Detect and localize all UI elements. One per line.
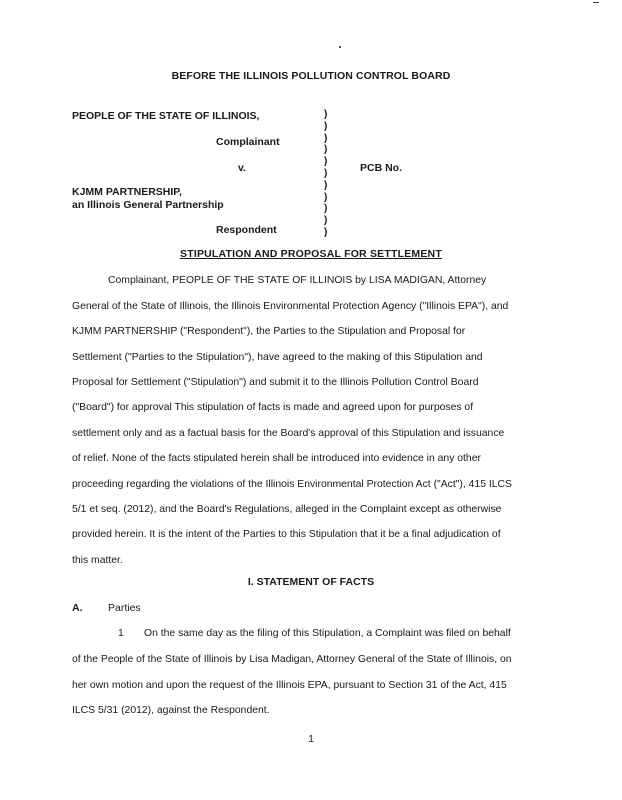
intro-line: this matter. <box>72 555 123 566</box>
intro-line: proceeding regarding the violations of the Illinois Environmental Protection Act ("Act"), 415 ILCS <box>72 479 512 490</box>
caption-paren: ) <box>324 191 328 203</box>
caption-paren: ) <box>324 226 328 238</box>
intro-line: KJMM PARTNERSHIP ("Respondent"), the Parties to the Stipulation and Proposal for <box>72 326 466 337</box>
scan-speck <box>339 46 341 48</box>
intro-line: Settlement ("Parties to the Stipulation"), have agreed to the making of this Stipulation and <box>72 352 483 363</box>
intro-line: Proposal for Settlement ("Stipulation") and submit it to the Illinois Pollution Control Board <box>72 377 479 388</box>
intro-line: of relief. None of the facts stipulated herein shall be introduced into evidence in any other <box>72 453 481 464</box>
intro-line: ("Board") for approval This stipulation of facts is made and agreed upon for purposes of <box>72 402 474 413</box>
intro-line: settlement only and as a factual basis for the Board's approval of this Stipulation and issuance <box>72 428 505 439</box>
document-title: BEFORE THE ILLINOIS POLLUTION CONTROL BOARD <box>171 70 451 82</box>
page-number: 1 <box>308 733 314 745</box>
caption-paren: ) <box>324 156 328 168</box>
subsection-title: Parties <box>108 602 141 614</box>
caption-paren: ) <box>324 179 328 191</box>
scan-mark <box>593 2 599 3</box>
caption-paren: ) <box>324 167 328 179</box>
defendant-description: an Illinois General Partnership <box>72 199 224 211</box>
stipulation-heading: STIPULATION AND PROPOSAL FOR SETTLEMENT <box>180 248 442 260</box>
paragraph-line: of the People of the State of Illinois by Lisa Madigan, Attorney General of the State of Illinois, on <box>72 654 512 665</box>
defendant-role: Respondent <box>216 224 277 236</box>
paragraph-number: 1 <box>118 628 124 639</box>
caption-paren: ) <box>324 109 328 120</box>
paragraph-line: On the same day as the filing of this Stipulation, a Complaint was filed on behalf <box>144 628 511 639</box>
paragraph-line: ILCS 5/31 (2012), against the Respondent. <box>72 705 270 716</box>
case-number-label: PCB No. <box>360 162 402 174</box>
versus-label: v. <box>238 162 246 174</box>
intro-line: 5/1 et seq. (2012), and the Board's Regulations, alleged in the Complaint except as otherwise <box>72 504 502 515</box>
caption-paren: ) <box>324 203 328 215</box>
caption-paren: ) <box>324 132 328 144</box>
intro-line: provided herein. It is the intent of the Parties to this Stipulation that it be a final adjudication of <box>72 529 501 540</box>
section-heading: I. STATEMENT OF FACTS <box>247 576 375 588</box>
paragraph-line: her own motion and upon the request of the Illinois EPA, pursuant to Section 31 of the Act, 415 <box>72 680 507 691</box>
plaintiff-name: PEOPLE OF THE STATE OF ILLINOIS, <box>72 110 260 122</box>
subsection-label: A. <box>72 602 83 614</box>
caption-paren: ) <box>324 144 328 156</box>
caption-parentheses <box>324 109 334 239</box>
plaintiff-role: Complainant <box>216 136 280 148</box>
intro-line: Complainant, PEOPLE OF THE STATE OF ILLINOIS by LISA MADIGAN, Attorney <box>108 275 487 286</box>
caption-paren: ) <box>324 120 328 132</box>
caption-paren: ) <box>324 215 328 227</box>
defendant-name: KJMM PARTNERSHIP, <box>72 186 182 198</box>
intro-line: General of the State of Illinois, the Illinois Environmental Protection Agency ("Illinois EPA"), and <box>72 301 509 312</box>
